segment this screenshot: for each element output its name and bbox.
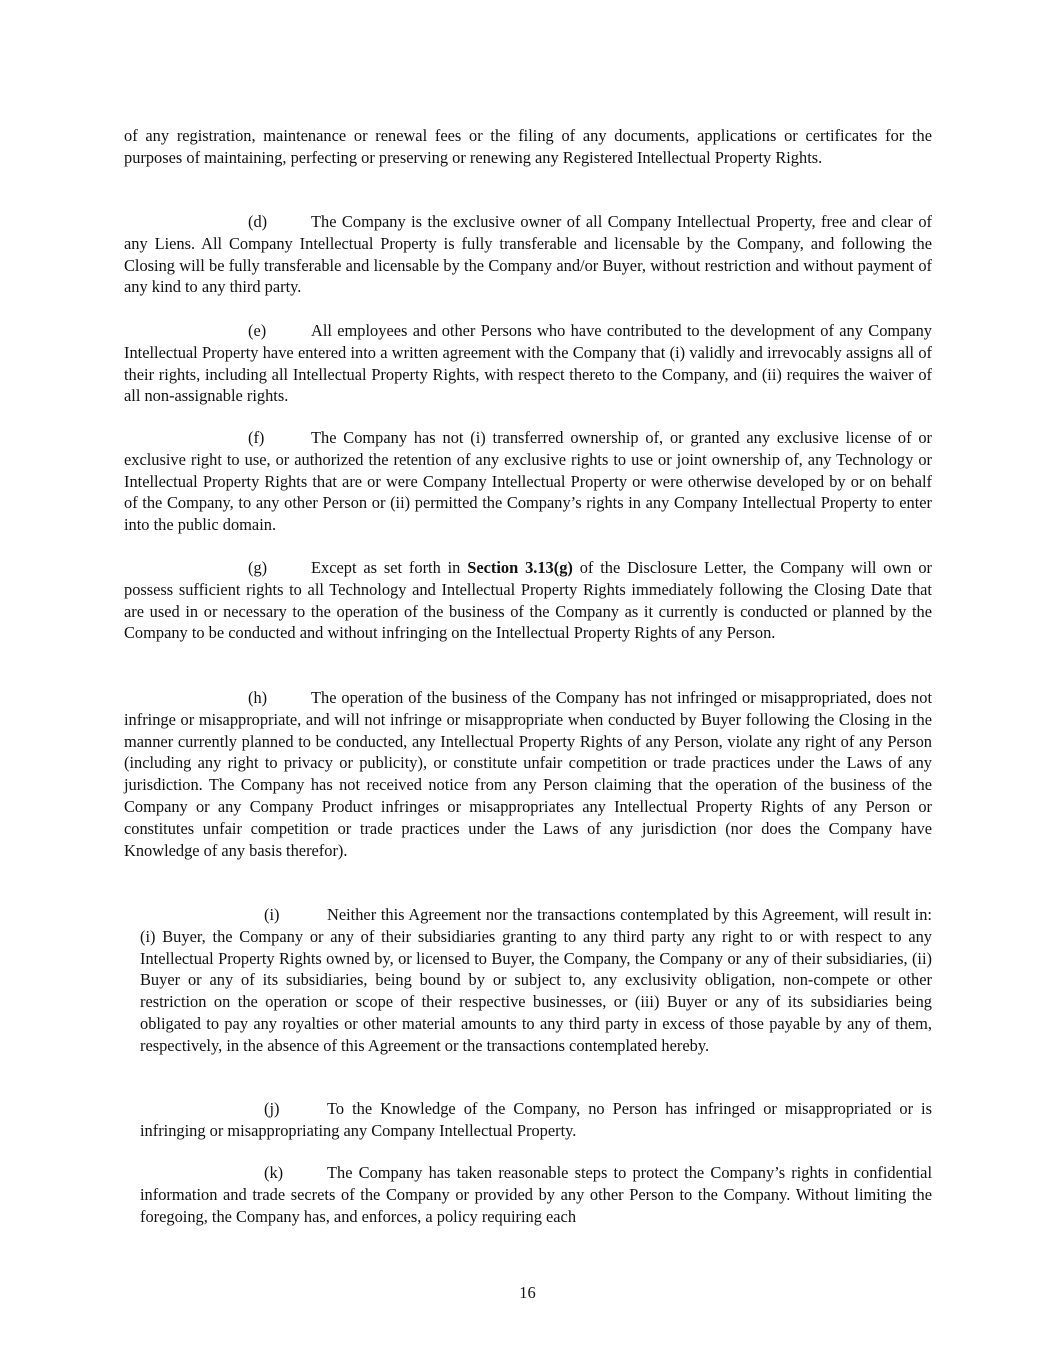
paragraph-j-label: (j) — [264, 1099, 280, 1118]
paragraph-k-text: The Company has taken reasonable steps to protect the Company’s rights in confidential information and trade secrets of the Company or provided by any other Person to the Company. Without limiting the foregoing, the Company has, and enforces, a policy requiring each — [140, 1163, 932, 1226]
paragraph-g-text-after: of the Disclosure Letter, the Company will own or possess sufficient rights to all Technology and Intellectual Property Rights immediately following the Closing Date that are used in or necessary to the operation of the business of the Company as it currently is conducted or planned by the Company to be conducted and without infringing on the Intellectual Property Rights of any Person. — [124, 558, 933, 643]
paragraph-k-label: (k) — [264, 1163, 284, 1182]
paragraph-d-text: The Company is the exclusive owner of all Company Intellectual Property, free and clear of any Liens. All Company Intellectual Property is fully transferable and licensable by the Company, and following the Closing will be fully transferable and licensable by the Company and/or Buyer, without restriction and without payment of any kind to any third party. — [124, 212, 932, 297]
paragraph-h — [124, 687, 932, 861]
paragraph-g — [124, 557, 932, 644]
paragraph-e-label: (e) — [248, 321, 267, 340]
section-reference: Section 3.13(g) — [467, 558, 573, 577]
paragraph-e-text: All employees and other Persons who have contributed to the development of any Company Intellectual Property have entered into a written agreement with the Company that (i) validly and irrevocably assigns all of their rights, including all Intellectual Property Rights, with respect thereto to the Company, and (ii) requires the waiver of all non-assignable rights. — [124, 321, 932, 406]
paragraph-intro — [124, 125, 932, 169]
paragraph-h-label: (h) — [248, 688, 268, 707]
paragraph-h-text: The operation of the business of the Company has not infringed or misappropriated, does not infringe or misappropriate, and will not infringe or misappropriate when conducted by Buyer following the Closing in the manner currently planned to be conducted, any Intellectual Property Rights of any Person, violate any right of any Person (including any right to privacy or publicity), or constitute unfair competition or trade practices under the Laws of any jurisdiction. The Company has not received notice from any Person claiming that the operation of the business of the Company or any Company Product infringes or misappropriates any Intellectual Property Rights of any Person or constitutes unfair competition or trade practices under the Laws of any jurisdiction (nor does the Company have Knowledge of any basis therefor). — [124, 688, 932, 860]
paragraph-i-label: (i) — [264, 905, 280, 924]
paragraph-f-text: The Company has not (i) transferred ownership of, or granted any exclusive license of or exclusive right to use, or authorized the retention of any exclusive rights to use or joint ownership of, any Technology or Intellectual Property Rights that are or were Company Intellectual Property or were otherwise developed by or on behalf of the Company, to any other Person or (ii) permitted the Company’s rights in any Company Intellectual Property to enter into the public domain. — [124, 428, 932, 535]
paragraph-k — [140, 1162, 932, 1227]
paragraph-i-text: Neither this Agreement nor the transactions contemplated by this Agreement, will result in: (i) Buyer, the Company or any of their subsidiaries granting to any third party any right to or with respect to any Intellectual Property Rights owned by, or licensed to Buyer, the Company, the Company or any of their subsidiaries, (ii) Buyer or any of its subsidiaries, being bound by or subject to, any exclusivity obligation, non-compete or other restriction on the operation or scope of their respective businesses, or (iii) Buyer or any of its subsidiaries being obligated to pay any royalties or other material amounts to any third party in excess of those payable by any of them, respectively, in the absence of this Agreement or the transactions contemplated hereby. — [140, 905, 932, 1055]
paragraph-j-text: To the Knowledge of the Company, no Person has infringed or misappropriated or is infringing or misappropriating any Company Intellectual Property. — [140, 1099, 932, 1140]
paragraph-d — [124, 211, 932, 298]
paragraph-f — [124, 427, 932, 536]
paragraph-intro-text: of any registration, maintenance or renewal fees or the filing of any documents, applications or certificates for the purposes of maintaining, perfecting or preserving or renewing any Registered Intellectual Property Rights. — [124, 126, 932, 167]
paragraph-e — [124, 320, 932, 407]
paragraph-g-label: (g) — [248, 558, 268, 577]
paragraph-f-label: (f) — [248, 428, 265, 447]
paragraph-d-label: (d) — [248, 212, 268, 231]
page-number: 16 — [519, 1283, 536, 1302]
paragraph-i — [140, 904, 932, 1057]
paragraph-g-text-before: Except as set forth in — [311, 558, 468, 577]
paragraph-j — [140, 1098, 932, 1142]
